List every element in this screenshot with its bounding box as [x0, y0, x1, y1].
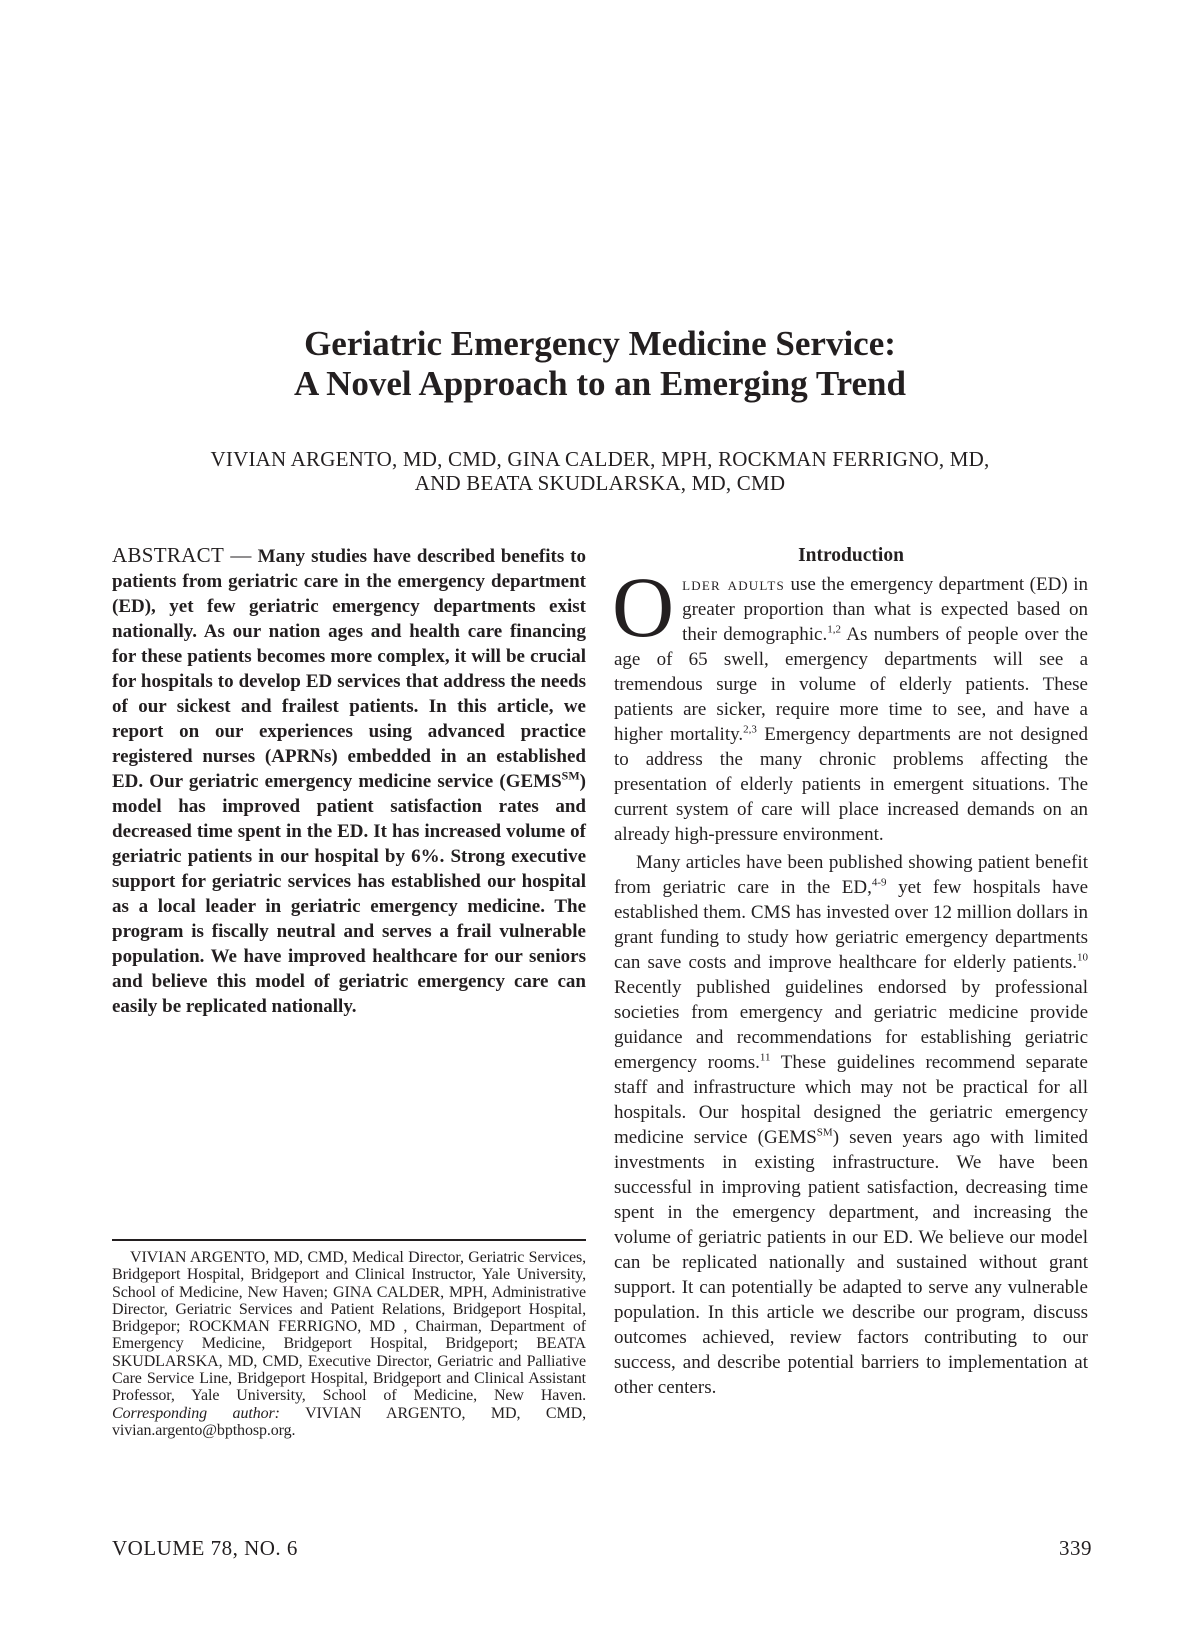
- affiliations-text: VIVIAN ARGENTO, MD, CMD, Medical Director, Geriatric Services, Bridgeport Hospital, Bridgeport and Clinical Instructor, Yale University, School of Medicine, New Haven; GINA CALDER, MPH, Administrative Director, Geriatric Services and Patient Relations, Bridgeport Hospital, Bridgepor; ROCKMAN FERRIGNO, MD , Chairman, Department of Emergency Medicine, Bridgeport Hospital, Bridgeport; BEATA SKUDLARSKA, MD, CMD, Executive Director, Geriatric and Palliative Care Service Line, Bridgeport Hospital, Bridgeport and Clinical Assistant Professor, Yale University, School of Medicine, New Haven.: [112, 1249, 586, 1405]
- intro-p2-text-a: Many articles have been published showing patient benefit from geriatric care in the ED,: [614, 852, 1088, 898]
- drop-cap: O: [612, 559, 675, 655]
- abstract: [112, 543, 586, 1019]
- authors-line-1: VIVIAN ARGENTO, MD, CMD, GINA CALDER, MPH, ROCKMAN FERRIGNO, MD,: [210, 447, 990, 471]
- right-column: [614, 544, 1088, 1400]
- intro-p2-text-c: Recently published guidelines endorsed by professional societies from emergency and geriatric medicine provide guidance and recommendations for establishing geriatric emergency rooms.: [614, 977, 1088, 1073]
- left-column: [112, 543, 586, 1019]
- intro-p1-text-c: Emergency departments are not designed to address the many chronic problems affecting the presentation of elderly patients in emergent situations. The current system of care will place increased demands on an already high-pressure environment.: [614, 724, 1088, 845]
- intro-paragraph-2: [614, 850, 1088, 1400]
- citation-ref: 1,2: [827, 623, 841, 636]
- service-mark: SM: [561, 768, 580, 783]
- author-list: [100, 447, 1100, 495]
- citation-ref: 11: [759, 1051, 771, 1064]
- citation-ref: 10: [1077, 951, 1088, 964]
- intro-p1-text-b: As numbers of people over the age of 65 swell, emergency departments will see a tremendous surge in volume of elderly patients. These patients are sicker, require more time to see, and have a higher mortality.: [614, 624, 1088, 745]
- abstract-text-b: ) model has improved patient satisfaction rates and decreased time spent in the ED. It has increased volume of geriatric patients in our hospital by 6%. Strong executive support for geriatric services has established our hospital as a local leader in geriatric emergency medicine. The program is fiscally neutral and serves a frail vulnerable population. We have improved healthcare for our seniors and believe this model of geriatric emergency care can easily be replicated nationally.: [112, 771, 586, 1017]
- footnote-divider: [112, 1239, 586, 1241]
- journal-volume: VOLUME 78, NO. 6: [112, 1536, 298, 1560]
- intro-p2-text-b: yet few hospitals have established them. CMS has invested over 12 million dollars in grant funding to study how geriatric emergency departments can save costs and improve healthcare for elderly patients.: [614, 877, 1088, 973]
- intro-p1-text-a: use the emergency department (ED) in greater proportion than what is expected based on their demographic.: [682, 574, 1088, 645]
- lead-in-smallcaps: lder adults: [682, 574, 785, 595]
- abstract-text-a: Many studies have described benefits to patients from geriatric care in the emergency department (ED), yet few geriatric emergency departments exist nationally. As our nation ages and health care financing for these patients becomes more complex, it will be crucial for hospitals to develop ED services that address the needs of our sickest and frailest patients. In this article, we report on our experiences using advanced practice registered nurses (APRNs) embedded in an established ED. Our geriatric emergency medicine service (GEMS: [112, 546, 586, 792]
- title-line-1: Geriatric Emergency Medicine Service:: [304, 324, 896, 363]
- intro-paragraph-1: [612, 559, 1088, 847]
- intro-p2-text-d: These guidelines recommend separate staff and infrastructure which may not be practical for all hospitals. Our hospital designed the geriatric emergency medicine service (GEMS: [614, 1052, 1088, 1148]
- introduction-heading: Introduction: [798, 545, 904, 566]
- corresponding-author-contact: VIVIAN ARGENTO, MD, CMD, vivian.argento@bpthosp.org.: [112, 1404, 586, 1439]
- citation-ref: 2,3: [743, 723, 757, 736]
- article-title: [100, 324, 1100, 404]
- abstract-label: ABSTRACT —: [112, 543, 252, 567]
- authors-line-2: AND BEATA SKUDLARSKA, MD, CMD: [414, 471, 786, 495]
- author-affiliations: [112, 1249, 586, 1439]
- title-line-2: A Novel Approach to an Emerging Trend: [294, 364, 906, 403]
- corresponding-author-label: Corresponding author:: [112, 1404, 280, 1422]
- citation-ref: 4-9: [871, 876, 887, 889]
- intro-p2-text-e: ) seven years ago with limited investments in existing infrastructure. We have been successful in improving patient satisfaction, decreasing time spent in the emergency department, and increasing the volume of geriatric patients in our ED. We believe our model can be replicated nationally and sustained without grant support. It can potentially be adapted to serve any vulnerable population. In this article we describe our program, discuss outcomes achieved, review factors contributing to our success, and describe potential barriers to implementation at other centers.: [614, 1127, 1088, 1398]
- service-mark: SM: [816, 1126, 833, 1139]
- page-number: 339: [1059, 1536, 1092, 1560]
